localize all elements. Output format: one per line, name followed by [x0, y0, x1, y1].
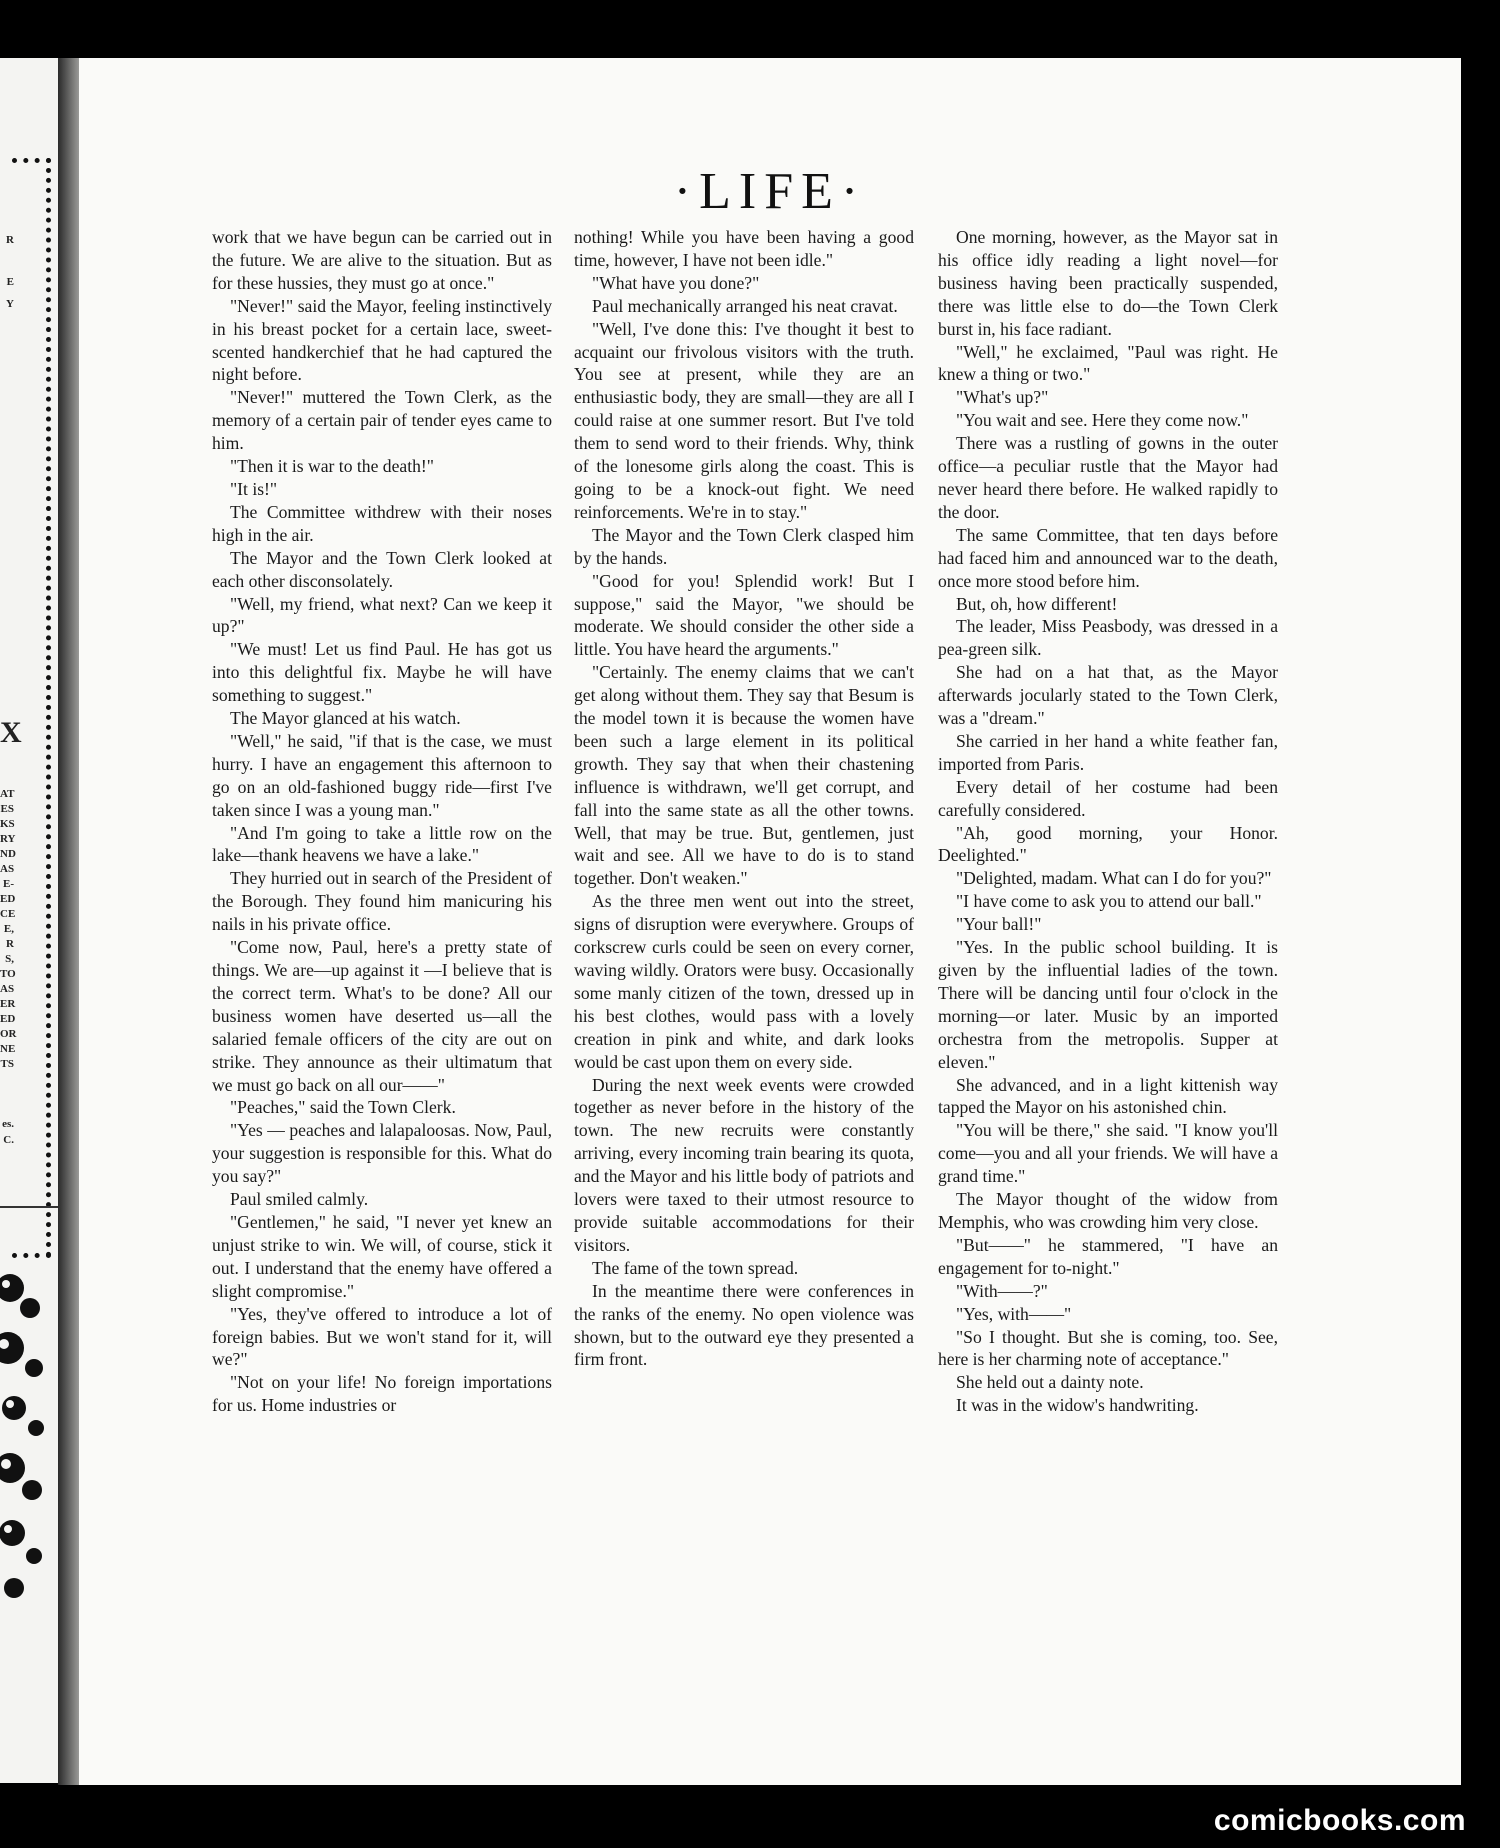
paragraph: The Mayor and the Town Clerk looked at each other disconsolately.	[212, 547, 552, 591]
paragraph: "And I'm going to take a little row on the lake—thank heavens we have a lake."	[212, 822, 552, 866]
paragraph: "We must! Let us find Paul. He has got us into this delightful fix. Maybe he will have something to suggest."	[212, 639, 552, 706]
prev-page-text: RY	[0, 833, 16, 845]
prev-page-text: NE	[0, 1043, 16, 1055]
paragraph: nothing! While you have been having a good time, however, I have not been idle."	[574, 227, 914, 270]
paragraph: "It is!"	[230, 478, 278, 499]
prev-page-text: Y	[6, 298, 14, 310]
paragraph: "Yes — peaches and lalapaloosas. Now, Paul, your suggestion is responsible for this. What do you say?"	[212, 1120, 552, 1187]
paragraph: "Come now, Paul, here's a pretty state of things. We are—up against it —I believe that is the correct term. What's to be done? All our business women have deserted us—all the salaried female officers of the city are out on strike. They announce as their ultimatum that we must go back on all our——"	[212, 937, 552, 1095]
page-gutter-shadow	[58, 58, 79, 1785]
text-column-1	[212, 226, 552, 1417]
paragraph: "Yes, they've offered to introduce a lot of foreign babies. But we won't stand for it, will we?"	[212, 1303, 552, 1370]
prev-page-text: C.	[3, 1134, 14, 1146]
prev-page-text: AT	[0, 788, 15, 800]
paragraph: "Never!" said the Mayor, feeling instinctively in his breast pocket for a certain lace, sweet-scented handkerchief that he had captured the night before.	[212, 295, 552, 385]
divider	[0, 1206, 58, 1208]
prev-page-text: R	[6, 234, 14, 246]
paragraph: As the three men went out into the street, signs of disruption were everywhere. Groups of corkscrew curls could be seen on every corner, waving wildly. Orators were busy. Occasionally some manly citizen of the town, dressed up in his best clothes, would pass with a lovely creation in pink and white, and dark looks would be cast upon them on every side.	[574, 891, 914, 1072]
paragraph: "With——?"	[956, 1280, 1048, 1301]
paragraph: The leader, Miss Peasbody, was dressed in a pea-green silk.	[938, 616, 1278, 660]
prev-page-text: E	[6, 276, 14, 288]
paragraph: In the meantime there were conferences in the ranks of the enemy. No open violence was shown, but to the outward eye they presented a firm front.	[574, 1280, 914, 1370]
paragraph: "You wait and see. Here they come now."	[956, 410, 1249, 431]
paragraph: "Delighted, madam. What can I do for you?"	[956, 868, 1272, 889]
prev-page-text: ED	[0, 893, 16, 905]
prev-page-text: CE	[0, 908, 16, 920]
paragraph: "Peaches," said the Town Clerk.	[230, 1097, 456, 1118]
prev-page-text: TS	[0, 1058, 14, 1070]
paragraph: There was a rustling of gowns in the outer office—a peculiar rustle that the Mayor had never heard there before. He walked rapidly to the door.	[938, 433, 1278, 522]
magazine-page	[79, 58, 1461, 1785]
paragraph: "Well," he said, "if that is the case, we must hurry. I have an engagement this afternoon to go on an old-fashioned buggy ride—first I've taken since I was a young man."	[212, 730, 552, 820]
paragraph: "So I thought. But she is coming, too. See, here is her charming note of acceptance."	[938, 1326, 1278, 1370]
paragraph: One morning, however, as the Mayor sat in his office idly reading a light novel—for business having been practically suspended, there was little else to do—the Town Clerk burst in, his face radiant.	[938, 227, 1278, 339]
prev-page-text: E-	[3, 878, 14, 890]
paragraph: The Mayor thought of the widow from Memphis, who was crowding him very close.	[938, 1189, 1278, 1232]
paragraph: Paul mechanically arranged his neat cravat.	[592, 295, 898, 316]
prev-page-text: R	[6, 938, 14, 950]
paragraph: "You will be there," she said. "I know you'll come—you and all your friends. We will have a grand time."	[938, 1120, 1278, 1187]
prev-page-text: ED	[0, 1013, 16, 1025]
paragraph: She advanced, and in a light kittenish way tapped the Mayor on his astonished chin.	[938, 1074, 1278, 1118]
paragraph: But, oh, how different!	[956, 593, 1118, 614]
paragraph: work that we have begun can be carried out in the future. We are alive to the situation. But as for these hussies, they must go at once."	[212, 227, 552, 293]
paragraph: "Well, my friend, what next? Can we keep it up?"	[212, 593, 552, 637]
paragraph: "Your ball!"	[956, 914, 1042, 935]
paragraph: "Ah, good morning, your Honor. Deelighted."	[938, 822, 1278, 866]
paragraph: "Never!" muttered the Town Clerk, as the memory of a certain pair of tender eyes came to him.	[212, 387, 552, 454]
paragraph: "Well, I've done this: I've thought it best to acquaint our frivolous visitors with the truth. You see at present, while they are an enthusiastic body, they are small—they are all I could raise at one summer resort. But I've told them to send word to their friends. Why, think of the lonesome girls along the coast. This is going to be a knock-out fight. We need reinforcements. We're in to stay."	[574, 318, 914, 522]
paragraph: During the next week events were crowded together as never before in the history of the town. The new recruits were constantly arriving, every incoming train bearing its quota, and the Mayor and his little body of patriots and lovers were taxed to their utmost resource to provide suitable accommodations for their visitors.	[574, 1074, 914, 1255]
paragraph: "Gentlemen," he said, "I never yet knew an unjust strike to win. We will, of course, stick it out. I understand that the enemy have offered a slight compromise."	[212, 1211, 552, 1301]
paragraph: "What's up?"	[956, 387, 1049, 408]
ornament-illustration	[0, 1258, 50, 1628]
prev-page-text: AS	[0, 863, 15, 875]
paragraph: She held out a dainty note.	[956, 1372, 1144, 1393]
prev-page-text: X	[0, 716, 22, 749]
paragraph: The Mayor and the Town Clerk clasped him by the hands.	[574, 524, 914, 568]
prev-page-text: AS	[0, 983, 15, 995]
paragraph: "Good for you! Splendid work! But I suppose," said the Mayor, "we should be moderate. We should consider the other side a little. You have heard the arguments."	[574, 570, 914, 660]
paragraph: The same Committee, that ten days before had faced him and announced war to the death, once more stood before him.	[938, 524, 1278, 591]
paragraph: "But——" he stammered, "I have an engagement for to-night."	[938, 1234, 1278, 1278]
text-column-3	[938, 226, 1278, 1417]
paragraph: It was in the widow's handwriting.	[956, 1395, 1199, 1416]
prev-page-text: ES	[0, 803, 14, 815]
prev-page-text: OR	[0, 1028, 17, 1040]
text-column-2	[574, 226, 914, 1371]
paragraph: She had on a hat that, as the Mayor afterwards jocularly stated to the Town Clerk, was a "dream."	[938, 662, 1278, 729]
prev-page-text: KS	[0, 818, 15, 830]
paragraph: The fame of the town spread.	[592, 1257, 799, 1278]
prev-page-text: S,	[5, 953, 14, 965]
paragraph: The Committee withdrew with their noses high in the air.	[212, 501, 552, 545]
ornamental-border	[12, 158, 51, 1258]
watermark: comicbooks.com	[1213, 1804, 1466, 1837]
prev-page-text: ER	[0, 998, 16, 1010]
prev-page-text: E,	[3, 923, 14, 935]
prev-page-text: ND	[0, 848, 16, 860]
paragraph: "Then it is war to the death!"	[230, 456, 434, 477]
paragraph: The Mayor glanced at his watch.	[230, 708, 461, 729]
paragraph: Every detail of her costume had been carefully considered.	[938, 776, 1278, 820]
paragraph: "Yes. In the public school building. It is given by the influential ladies of the town. There will be dancing until four o'clock in the morning—or later. Music by an imported orchestra from the metropolis. Supper at eleven."	[938, 937, 1278, 1072]
masthead: ·LIFE·	[673, 163, 867, 220]
paragraph: She carried in her hand a white feather fan, imported from Paris.	[938, 730, 1278, 774]
paragraph: Paul smiled calmly.	[230, 1189, 369, 1210]
paragraph: "What have you done?"	[592, 272, 760, 293]
paragraph: "Yes, with——"	[956, 1303, 1072, 1324]
paragraph: "Not on your life! No foreign importations for us. Home industries or	[212, 1372, 552, 1416]
prev-page-text: es.	[2, 1118, 14, 1130]
paragraph: "I have come to ask you to attend our ball."	[956, 891, 1262, 912]
prev-page-text: TO	[0, 968, 16, 980]
paragraph: They hurried out in search of the President of the Borough. They found him manicuring his nails in his private office.	[212, 868, 552, 935]
paragraph: "Certainly. The enemy claims that we can't get along without them. They say that Besum is the model town it is because the women have been such a large element in its political growth. They say that when their chastening influence is withdrawn, we'll get corrupt, and fall into the same state as all the other towns. Well, that may be true. But, gentlemen, just wait and see. All we have to do is to stand together. Don't weaken."	[574, 662, 914, 889]
previous-page-edge	[0, 58, 58, 1783]
paragraph: "Well," he exclaimed, "Paul was right. He knew a thing or two."	[938, 341, 1278, 385]
